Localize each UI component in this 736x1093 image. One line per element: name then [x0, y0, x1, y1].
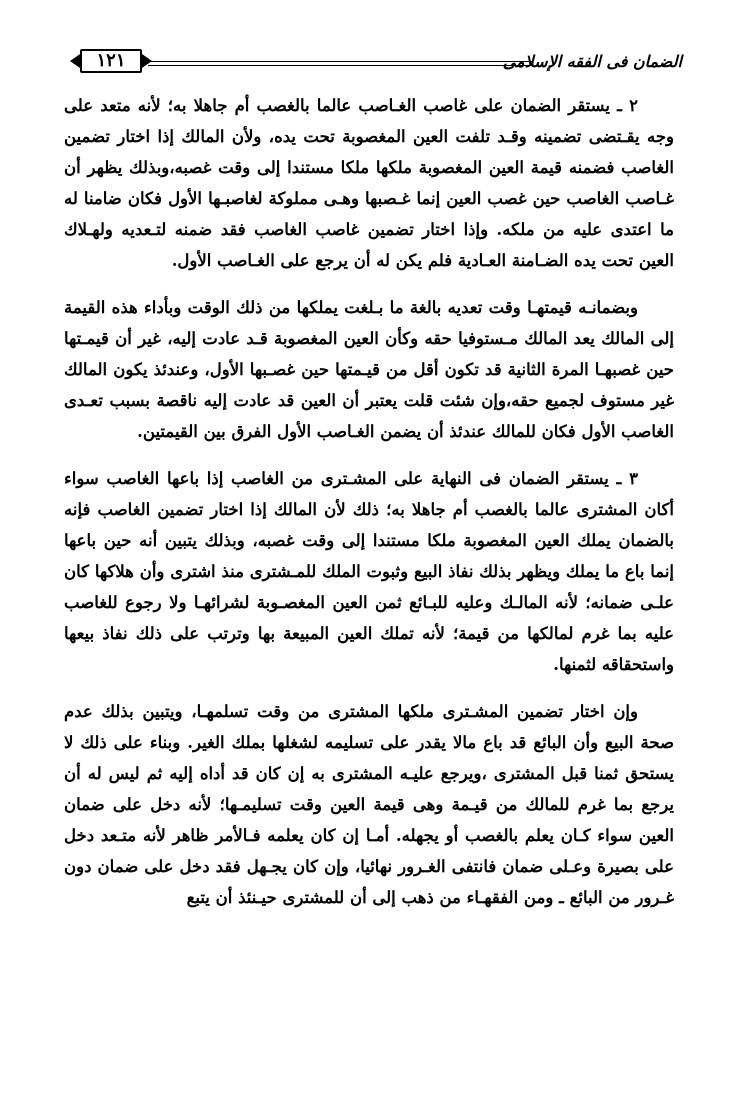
header-rule-secondary [148, 65, 532, 66]
page-number: ١٢١ [80, 49, 142, 73]
header-rule [148, 61, 532, 62]
paragraph-1: ٢ ـ يستقر الضمان على غاصب الغـاصب عالما بالغصب أم جاهلا به؛ لأنه متعد على وجه يقـتضى تضمينه وقـد تلفت العين المغصوبة تحت يده، ولأن المالك إذا اختار تضمين الغاصب فضمنه قيمة العين المغصوبة ملكها ملكا مستندا إلى وقت غصبه،وبذلك يظهر أن غـاصب الغاصب حين غصب العين إنما غـصبها وهـى مملوكة لغاصبـها الأول فكان ضامنا له ما اعتدى عليه من ملكه. وإذا اختار تضمين غاصب الغاصب فقد ضمنه لتـعديه ولهـلاك العين تحت يده الضـامنة العـادية فلم يكن له أن يرجع على الغـاصب الأول. [64, 96, 674, 270]
running-title: الضمان فى الفقه الإسلامى [502, 52, 682, 71]
paragraph-2: وبضمانـه قيمتهـا وقت تعديه بالغة ما بـلغت يملكها من ذلك الوقت وبأداء هذه القيمة إلى المالك يعد المالك مـستوفيا حقه وكأن العين المغصوبة قـد عادت إليه، غير أن قيمـتها حين غصبهـا المرة الثانية قد تكون أقل من قيـمتها حين غصـبها الأول، وعندئذ يكون المالك غير مستوف لجميع حقه،وإن شئت قلت يعتبر أن العين قد عادت إليه ناقصة بسبب تعـدى الغاصب الأول فكان للمالك عندئذ أن يضمن الغـاصب الأول الفرق بين القيمتين. [64, 298, 674, 441]
page-header [70, 44, 682, 84]
paragraph-4: وإن اختار تضمين المشـترى ملكها المشترى من وقت تسلمهـا، ويتبين بذلك عدم صحة البيع وأن البائع قد باع مالا يقدر على تسليمه لشغلها بملك الغير. وبناء على ذلك لا يستحق ثمنا قبل المشترى ،ويرجع عليـه المشترى به إن كان قد أداه إليه ثم ليس له أن يرجع بما غرم للمالك من قيـمة وهى قيمة العين وقت تسليمـها؛ لأنه دخل على ضمان العين سواء كـان يعلم بالغصب أو يجهله. أمـا إن كان يعلمه فـالأمر ظاهر لأنه متـعد دخل على بصيرة وعـلى ضمان فانتفى الغـرور نهائيا، وإن كان يجـهل فقد دخل على ضمان دون غـرور من البائع ـ ومن الفقهـاء من ذهب إلى أن للمشترى حيـنئذ أن يتبع [64, 702, 674, 907]
paragraph-3: ٣ ـ يستقر الضمان فى النهاية على المشـترى من الغاصب إذا باعها الغاصب سواء أكان المشترى عالما بالغصب أم جاهلا به؛ ذلك لأن المالك إذا اختار تضمين الغاصب فإنه بالضمان يملك العين المغصوبة ملكا مستندا إلى وقت غصبه، وبذلك يتبين أنه حين باعها إنما باع ما يملك ويظهر بذلك نفاذ البيع وثبوت الملك للمـشترى منذ اشترى وأن هلاكها كان علـى ضمانه؛ لأنه المالـك وعليه للبـائع ثمن العين المغصـوبة لشرائهـا ولا رجوع للغاصب عليه بما غرم لمالكها من قيمة؛ لأنه تملك العين المبيعة بها وترتب على ذلك نفاذ بيعها واستحقاقه لثمنها. [64, 469, 674, 674]
body-text [64, 90, 674, 929]
